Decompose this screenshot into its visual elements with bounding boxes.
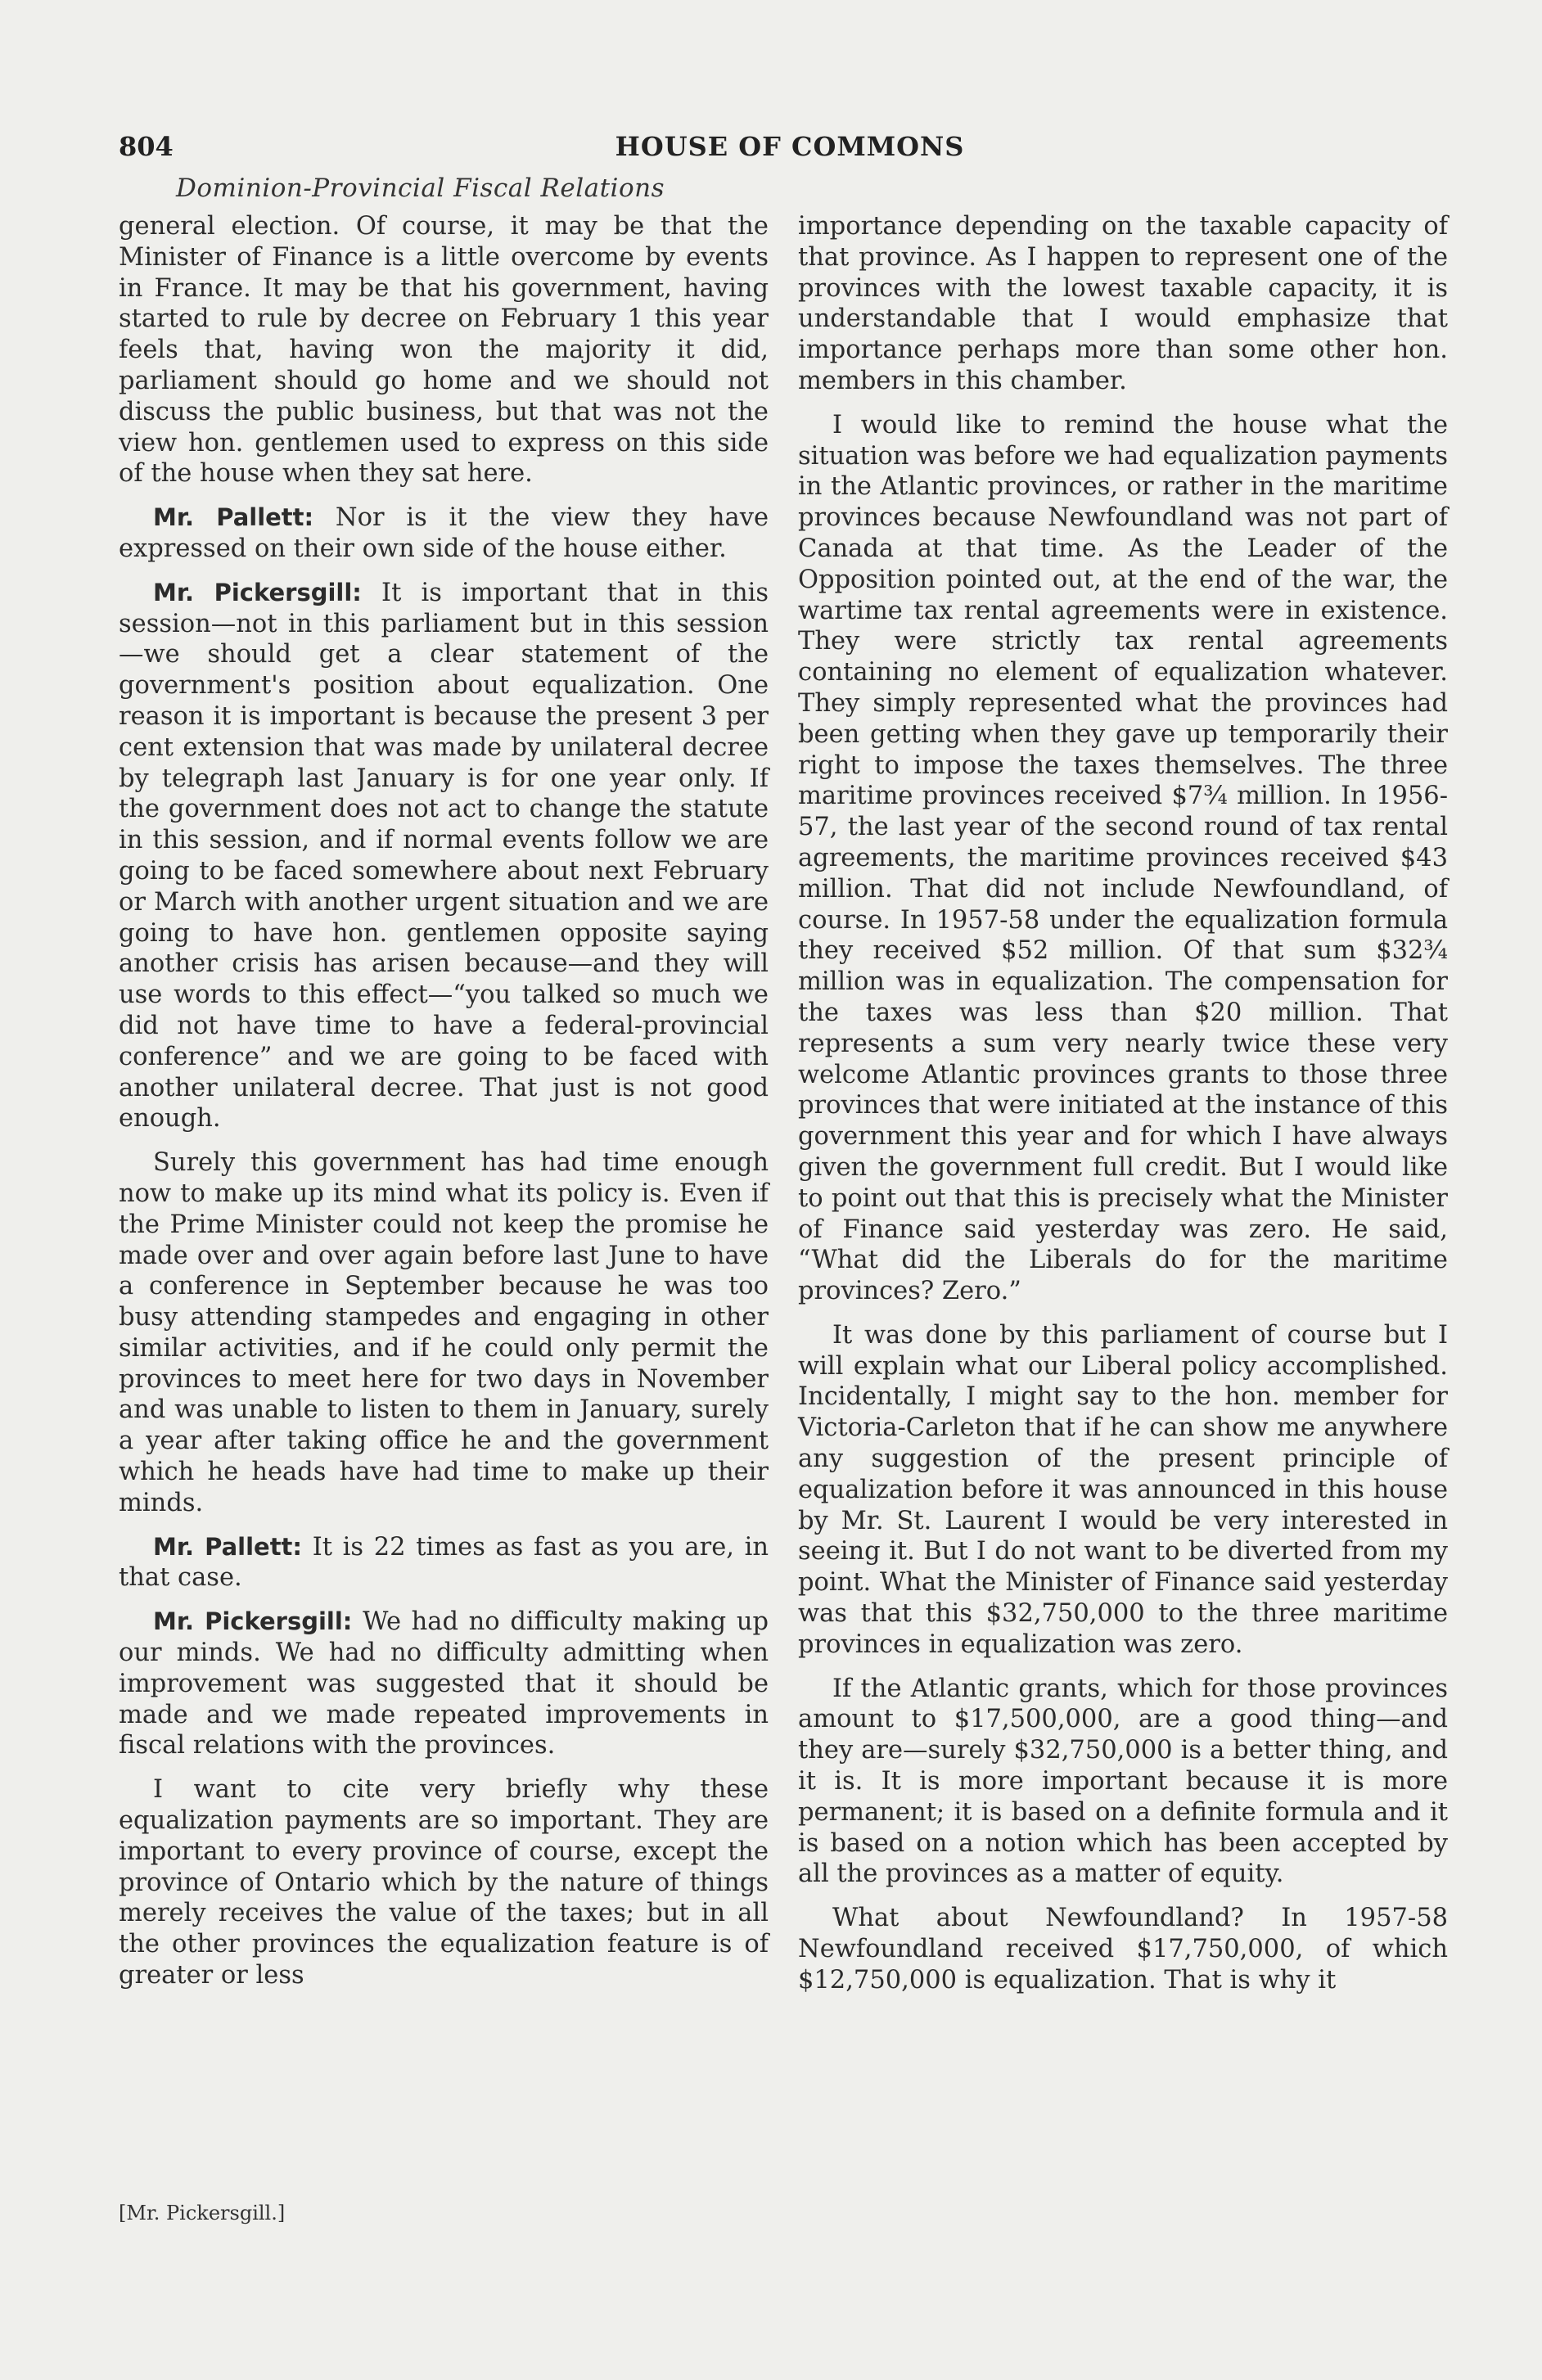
right-column: [798, 211, 1448, 2009]
left-column: [119, 211, 769, 2004]
right-paragraph-3: It was done by this parliament of course but I will explain what our Liberal policy accomplished. Incidentally, I might say to the hon. member for Victoria-Carleton that if he can show me anywhere any suggestion of the present principle of equalization before it was announced in this house by Mr. St. Laurent I would be very interested in seeing it. But I do not want to be diverted from my point. What the Minister of Finance said yesterday was that this $32,750,000 to the three maritime provinces in equalization was zero.: [798, 1320, 1448, 1659]
left-paragraph-1: general election. Of course, it may be that the Minister of Finance is a little overcome by events in France. It may be that his government, having started to rule by decree on February 1 this year feels that, having won the majority it did, parliament should go home and we should not discuss the public business, but that was not the view hon. gentlemen used to express on this side of the house when they sat here.: [119, 212, 769, 489]
left-paragraph-4: Surely this government has had time enough now to make up its mind what its policy is. Even if the Prime Minister could not keep the promise he made over and over again before last June to have a conference in September because he was too busy attending stampedes and engaging in other similar activities, and if he could only permit the provinces to meet here for two days in November and was unable to listen to them in January, surely a year after taking office he and the government which he heads have had time to make up their minds.: [119, 1148, 769, 1517]
speaker-name: Mr. Pallett:: [153, 1532, 303, 1561]
left-paragraph-5: [119, 1532, 769, 1594]
speaker-name: Mr. Pickersgill:: [153, 1607, 353, 1636]
page-number: 804: [119, 131, 174, 162]
left-paragraph-6: [119, 1607, 769, 1761]
speaker-name: Mr. Pallett:: [153, 503, 314, 532]
speech-text: Nor is it the view they have expressed on their own side of the house either.: [119, 503, 769, 563]
speech-text: It is 22 times as fast as you are, in that case.: [119, 1532, 769, 1593]
running-title: HOUSE OF COMMONS: [615, 131, 965, 162]
speech-text: It is important that in this session—not in this parliament but in this session—we should get a clear statement of the government's position about equalization. One reason it is important is because the present 3 per cent extension that was made by unilateral decree by telegraph last January is for one year only. If the government does not act to change the statute in this session, and if normal events follow we are going to be faced somewhere about next February or March with another urgent situation and we are going to have hon. gentlemen opposite saying another crisis has arisen because—and they will use words to this effect—“you talked so much we did not have time to have a federal-provincial conference” and we are going to be faced with another unilateral decree. That just is not good enough.: [119, 578, 769, 1134]
speaker-name: Mr. Pickersgill:: [153, 578, 362, 606]
right-paragraph-2: I would like to remind the house what the situation was before we had equalization payments in the Atlantic provinces, or rather in the maritime provinces because Newfoundland was not part of Canada at that time. As the Leader of the Opposition pointed out, at the end of the war, the wartime tax rental agreements were in existence. They were strictly tax rental agreements containing no element of equalization whatever. They simply represented what the provinces had been getting when they gave up temporarily their right to impose the taxes themselves. The three maritime provinces received $7¾ million. In 1956-57, the last year of the second round of tax rental agreements, the maritime provinces received $43 million. That did not include Newfoundland, of course. In 1957-58 under the equalization formula they received $52 million. Of that sum $32¾ million was in equalization. The compensation for the taxes was less than $20 million. That represents a sum very nearly twice these very welcome Atlantic provinces grants to those three provinces that were initiated at the instance of this government this year and for which I have always given the government full credit. But I would like to point out that this is precisely what the Minister of Finance said yesterday was zero. He said, “What did the Liberals do for the maritime provinces? Zero.”: [798, 410, 1448, 1306]
footer-speaker-tag: [Mr. Pickersgill.]: [119, 2202, 286, 2224]
section-title: Dominion-Provincial Fiscal Relations: [176, 174, 665, 203]
right-paragraph-4: If the Atlantic grants, which for those provinces amount to $17,500,000, are a good thing—and they are—surely $32,750,000 is a better thing, and it is. It is more important because it is more permanent; it is based on a definite formula and it is based on a notion which has been accepted by all the provinces as a matter of equity.: [798, 1674, 1448, 1889]
speech-text: We had no difficulty making up our minds. We had no difficulty admitting when improvement was suggested that it should be made and we made repeated improvements in fiscal relations with the provinces.: [119, 1607, 769, 1760]
page-header: [119, 131, 1461, 172]
right-paragraph-5: What about Newfoundland? In 1957-58 Newfoundland received $17,750,000, of which $12,750,000 is equalization. That is why it: [798, 1904, 1448, 1995]
left-paragraph-3: [119, 578, 769, 1134]
left-paragraph-7: I want to cite very briefly why these equalization payments are so important. They are important to every province of course, except the province of Ontario which by the nature of things merely receives the value of the taxes; but in all the other provinces the equalization feature is of greater or less: [119, 1775, 769, 1990]
left-paragraph-2: [119, 503, 769, 565]
right-paragraph-1: importance depending on the taxable capacity of that province. As I happen to represent one of the provinces with the lowest taxable capacity, it is understandable that I would emphasize that importance perhaps more than some other hon. members in this chamber.: [798, 212, 1448, 395]
